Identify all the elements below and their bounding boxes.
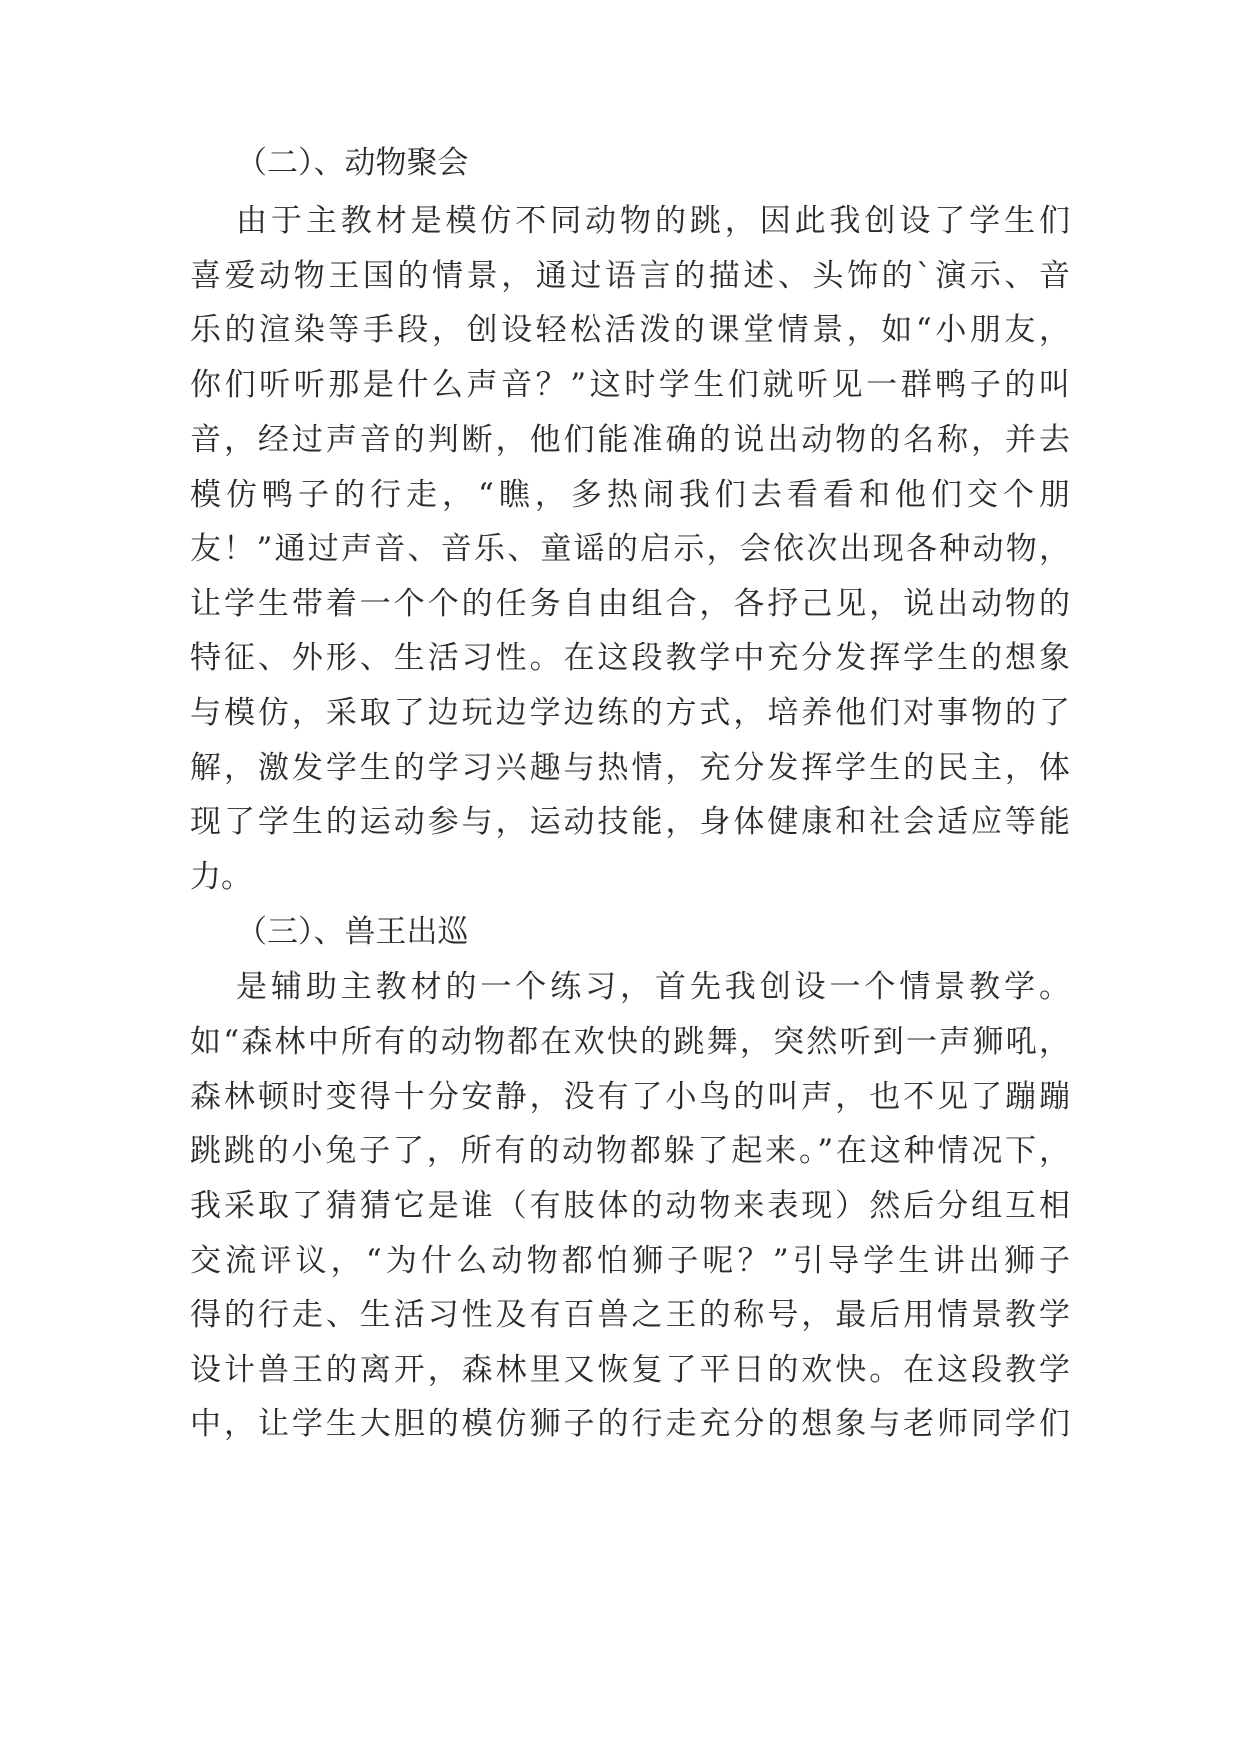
paragraph-line: 如“森林中所有的动物都在欢快的跳舞，突然听到一声狮吼， — [190, 1024, 1070, 1060]
paragraph-line: 是辅助主教材的一个练习，首先我创设一个情景教学。 — [236, 969, 1070, 1005]
paragraph-line: 与模仿，采取了边玩边学边练的方式，培养他们对事物的了 — [190, 695, 1070, 731]
paragraph-line: 跳跳的小兔子了，所有的动物都躲了起来。”在这种情况下， — [190, 1133, 1070, 1169]
paragraph-line: 森林顿时变得十分安静，没有了小鸟的叫声，也不见了蹦蹦 — [190, 1079, 1070, 1115]
paragraph-line: 设计兽王的离开，森林里又恢复了平日的欢快。在这段教学 — [190, 1352, 1070, 1388]
paragraph-line: 得的行走、生活习性及有百兽之王的称号，最后用情景教学 — [190, 1297, 1070, 1333]
paragraph-line: 你们听听那是什么声音？”这时学生们就听见一群鸭子的叫 — [190, 367, 1070, 403]
paragraph-line: 特征、外形、生活习性。在这段教学中充分发挥学生的想象 — [190, 640, 1070, 676]
paragraph-line: 我采取了猜猜它是谁（有肢体的动物来表现）然后分组互相 — [190, 1188, 1070, 1224]
paragraph-line: 交流评议，“为什么动物都怕狮子呢？”引导学生讲出狮子 — [190, 1243, 1070, 1279]
section-heading: （三）、兽王出巡 — [236, 914, 469, 950]
paragraph-line: 由于主教材是模仿不同动物的跳，因此我创设了学生们 — [236, 203, 1070, 239]
paragraph-line: 模仿鸭子的行走，“瞧，多热闹我们去看看和他们交个朋 — [190, 477, 1070, 513]
paragraph-line: 乐的渲染等手段，创设轻松活泼的课堂情景，如“小朋友， — [190, 312, 1070, 348]
paragraph-line: 解，激发学生的学习兴趣与热情，充分发挥学生的民主，体 — [190, 750, 1070, 786]
paragraph-line: 中，让学生大胆的模仿狮子的行走充分的想象与老师同学们 — [190, 1406, 1070, 1442]
section-heading: （二）、动物聚会 — [236, 145, 469, 181]
paragraph-line: 现了学生的运动参与，运动技能，身体健康和社会适应等能 — [190, 804, 1070, 840]
paragraph-line: 友！”通过声音、音乐、童谣的启示，会依次出现各种动物， — [190, 531, 1070, 567]
paragraph-line: 喜爱动物王国的情景，通过语言的描述、头饰的`演示、音 — [190, 258, 1070, 294]
paragraph-line: 音，经过声音的判断，他们能准确的说出动物的名称，并去 — [190, 422, 1070, 458]
paragraph-line: 让学生带着一个个的任务自由组合，各抒己见，说出动物的 — [190, 586, 1070, 622]
paragraph-line: 力。 — [190, 859, 252, 895]
